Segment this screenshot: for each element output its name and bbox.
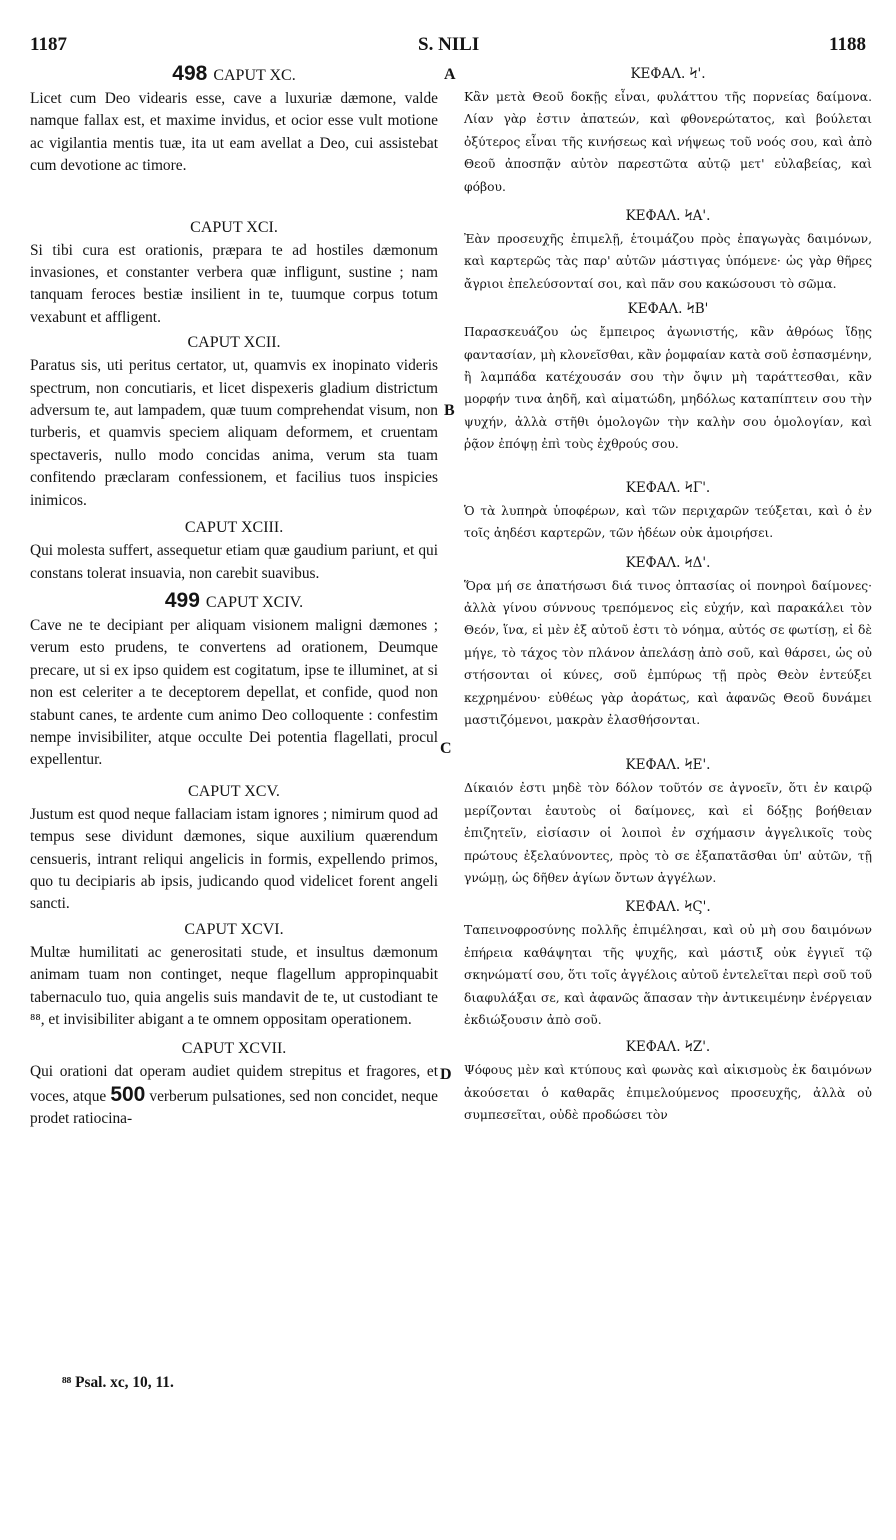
column-number: 499 — [164, 588, 200, 612]
kephalaion-97 — [464, 1035, 872, 1126]
chapter-heading: CAPUT XCVI. — [184, 920, 284, 938]
kephalaion-95 — [464, 753, 872, 889]
kephalaion-92 — [464, 297, 872, 455]
chapter-text: Paratus sis, uti peritus certator, ut, quamvis ex inopinato videris spectrum, non concutiaris, et licet dispexeris gladium districtum adversum te, aut lampadem, quæ tuum comprehendat visum, non turberis, et quamvis speciem aliquam deformem, et cruentam spectaveris, nullo modo concidas anima, verum sta tuam confitendo præclaram confessionem, et facilius tuos inspicies inimicos. — [30, 357, 438, 509]
chapter-heading: ΚΕΦΑΛ. ϞΓ'. — [625, 479, 711, 496]
chapter-xcii — [30, 331, 438, 512]
margin-letter-a: A — [444, 66, 456, 83]
margin-letter-d: D — [440, 1066, 452, 1083]
chapter-xcvii — [30, 1037, 438, 1130]
chapter-text: Ἐὰν προσευχῆς ἐπιμελῇ, ἑτοιμάζου πρὸς ἐπαγωγὰς δαιμόνων, καὶ καρτερῶς τὰς παρ' αὐτῶν μάστιγας ὑπόμενε· ὡς γὰρ θῆρες ἄγριοι ἐπελεύσονταί σοι, καὶ πᾶν σου κακώσουσι τὸ σῶμα. — [464, 232, 872, 291]
kephalaion-90 — [464, 62, 872, 198]
running-title: S. NILI — [418, 34, 480, 55]
chapter-text: Κἂν μετὰ Θεοῦ δοκῇς εἶναι, φυλάττου τῆς πορνείας δαίμονα. Λίαν γὰρ ἐστιν ἀπατεών, καὶ φθονερώτατος, καὶ βούλεται ὀξύτερος εἶναι τῆς κινήσεως καὶ νήψεως τοῦ νοός σου, καὶ ἀπὸ Θεοῦ ἀποσπᾷν αὐτὸν παρεστῶτα αὐτῷ μετ' εὐλαβείας, καὶ φόβου. — [464, 90, 872, 194]
kephalaion-96 — [464, 895, 872, 1031]
margin-letter-c: C — [440, 740, 452, 757]
chapter-xciv — [30, 589, 438, 772]
kephalaion-91 — [464, 204, 872, 295]
chapter-text: Δίκαιόν ἐστι μηδὲ τὸν δόλον τοῦτόν σε ἀγνοεῖν, ὅτι ἐν καιρῷ μερίζονται ἑαυτοὺς οἱ δαίμονες, καὶ εἰ δόξῃς βοήθειαν ἐπιζητεῖν, εἰσίασιν οἱ λοιποὶ ἐν σχήμασιν ἀγγελικοῖς τοὺς πρώτους ἐξελαύνοντες, πρὸς τὸ σε ἐξαπατᾶσθαι ὑπ' αὐτῶν, τῇ γνώμῃ, ὡς δῆθεν ἁγίων ὄντων ἀγγέλων. — [464, 781, 872, 885]
chapter-text: Ὁ τὰ λυπηρὰ ὑποφέρων, καὶ τῶν περιχαρῶν τεύξεται, καὶ ὁ ἐν τοῖς ἀηδέσι καρτερῶν, τῶν ἡδέων οὐκ ἀμοιρήσει. — [464, 503, 872, 541]
kephalaion-93 — [464, 476, 872, 545]
chapter-heading: CAPUT XCVII. — [181, 1040, 287, 1058]
chapter-heading: ΚΕΦΑΛ. ϞΖ'. — [625, 1039, 711, 1056]
chapter-text: Ὅρα μή σε ἀπατήσωσι διά τινος ὀπτασίας οἱ πονηροὶ δαίμονες· ἀλλὰ γίνου σύννους τρεπόμενος εἰς εὐχήν, καὶ παρακάλει τὸν Θεόν, ἵνα, εἰ μὲν ἐξ αὐτοῦ ἐστι τὸ νόημα, αὐτός σε φωτίσῃ, εἰ δὲ μήγε, τὸ τάχος τὸν πλάνον ἀπελάσῃ ἀπὸ σοῦ, καὶ θάρσει, ὡς οὐ στήσονται οἱ κύνες, σοῦ ἐμπύρως τῇ πρὸς Θεὸν ἐντεύξει κεχρημένου· εὐθέως γὰρ ἀοράτως, καὶ ἀφανῶς Θεοῦ δυνάμει μαστιζόμενοι, μακρὰν ἐλασθήσονται. — [464, 578, 872, 727]
chapter-text: Ταπεινοφροσύνης πολλῆς ἐπιμέλησαι, καὶ οὐ μὴ σου δαιμόνων ἐπήρεια καθάψηται τῆς ψυχῆς, καὶ μάστιξ οὐκ ἐγγιεῖ τῷ σκηνώματί σου, ὅτι τοῖς ἀγγέλοις αὐτοῦ ἐντελεῖται περὶ σοῦ τοῦ διαφυλάξαι σε, καὶ ἀφανῶς ἅπασαν τὴν ἀντικειμένην ἐνέργειαν ἐκδιώξουσιν ἀπὸ σοῦ. — [464, 923, 872, 1027]
chapter-heading: CAPUT XCI. — [190, 218, 278, 236]
chapter-xcv — [30, 780, 438, 916]
margin-letter-b: B — [444, 402, 455, 419]
kephalaion-94 — [464, 551, 872, 732]
chapter-heading: ΚΕΦΑΛ. ϞΔ'. — [625, 554, 711, 571]
chapter-text: Licet cum Deo videaris esse, cave a luxuriæ dæmone, valde namque fallax est, et maxime invidus, et ocior esse vult motione ac vigilantia mentis tuæ, ita ut eam avellat a Deo, cui assistebat cum devotione ac timore. — [30, 90, 438, 175]
chapter-heading: CAPUT XCII. — [187, 334, 281, 352]
chapter-text: Si tibi cura est orationis, præpara te ad hostiles dæmonum invasiones, et constanter verbera quæ infligunt, sustine ; nam tanquam feroces bestiæ insilient in te, tuumque corpus totum vexabunt et affligent. — [30, 241, 438, 326]
chapter-text: Cave ne te decipiant per aliquam visionem maligni dæmones ; verum esto prudens, te convertens ad orationem, Deumque precare, ut si ex ipso quidem est cogitatum, ipse te illuminet, at si non est celeriter a te deceptorem depellat, et confide, quod non stabunt canes, te ardente cum animo Deo colloquente : confestim nempe invisibiliter, atque occulte Dei potentia flagellati, procul expellentur. — [30, 616, 438, 769]
chapter-text: Qui orationi dat operam audiet quidem strepitus et fragores, et voces, atque 500 verberum pulsationes, sed non concidet, neque prodet ratiocina- — [30, 1063, 438, 1128]
chapter-xcvi — [30, 918, 438, 1032]
chapter-text: Παρασκευάζου ὡς ἔμπειρος ἀγωνιστής, κἂν ἀθρόως ἴδῃς φαντασίαν, μὴ κλονεῖσθαι, κἂν ῥομφαίαν κατὰ σοῦ ἐσπασμένην, ἢ λαμπάδα κατέχουσάν σου τὴν ὄψιν μὴ ταράττεσθαι, κἂν μορφήν τινα ἀηδῆ, καὶ αἱματώδη, μηδόλως καταπίπτειν σου τὴν ψυχήν, ἀλλὰ στῆθι ὁμολογῶν τὴν καλὴν σου ὁμολογίαν, καὶ ῥᾷον ἐπόψῃ ἐπὶ τοὺς ἐχθρούς σου. — [464, 325, 872, 452]
chapter-text: Qui molesta suffert, assequetur etiam quæ gaudium pariunt, et qui constans tolerat insuavia, non carebit suavibus. — [30, 542, 438, 582]
chapter-heading: ΚΕΦΑΛ. Ϟ'. — [630, 66, 706, 82]
greek-column — [464, 62, 872, 1127]
chapter-heading: ΚΕΦΑΛ. ϞϚ'. — [625, 899, 711, 916]
chapter-xci — [30, 216, 438, 330]
chapter-heading: ΚΕΦΑΛ. ϞΑ'. — [625, 208, 711, 225]
chapter-text: Ψόφους μὲν καὶ κτύπους καὶ φωνὰς καὶ αἰκισμοὺς ἐκ δαιμόνων ἀκούσεται ὁ καθαρᾶς ἐπιμελούμενος προσευχῆς, ἀλλὰ οὐ συμπεσεῖται, οὐδὲ προδώσει τὸν — [464, 1063, 872, 1123]
page-number-left: 1187 — [30, 34, 67, 55]
chapter-text: Multæ humilitati ac generositati stude, et insultus dæmonum animam tuam non continget, neque flagellum appropinquabit tabernaculo tuo, quia angelis suis mandavit de te, ut custodiant te ⁸⁸, et invisibiliter abigant a te omnem oppositam operationem. — [30, 943, 438, 1028]
chapter-heading: CAPUT XCV. — [188, 782, 280, 800]
chapter-text: Justum est quod neque fallaciam istam ignores ; nimirum quod ad tempus sese dividunt dæmones, sique auxilium quærendum censueris, intrant reliqui angelicis in formis, expellendo primos, quo tu decipiaris ab ipsis, judicando quod videlicet forent angeli sancti. — [30, 805, 438, 913]
chapter-xc — [30, 62, 438, 178]
chapter-heading: ΚΕΦΑΛ. ϞΒ' — [627, 301, 709, 318]
footnote: ⁸⁸ Psal. xc, 10, 11. — [62, 1374, 174, 1391]
column-number: 498 — [172, 62, 208, 85]
chapter-heading: ΚΕΦΑΛ. ϞΕ'. — [625, 757, 711, 774]
chapter-xciii — [30, 516, 438, 585]
latin-column — [30, 62, 438, 1131]
chapter-heading: CAPUT XCIII. — [184, 519, 284, 537]
chapter-heading: 499 CAPUT XCIV. — [164, 588, 304, 612]
page-number-right: 1188 — [829, 34, 866, 55]
chapter-heading: 498 CAPUT XC. — [172, 62, 296, 85]
column-number: 500 — [110, 1082, 146, 1106]
